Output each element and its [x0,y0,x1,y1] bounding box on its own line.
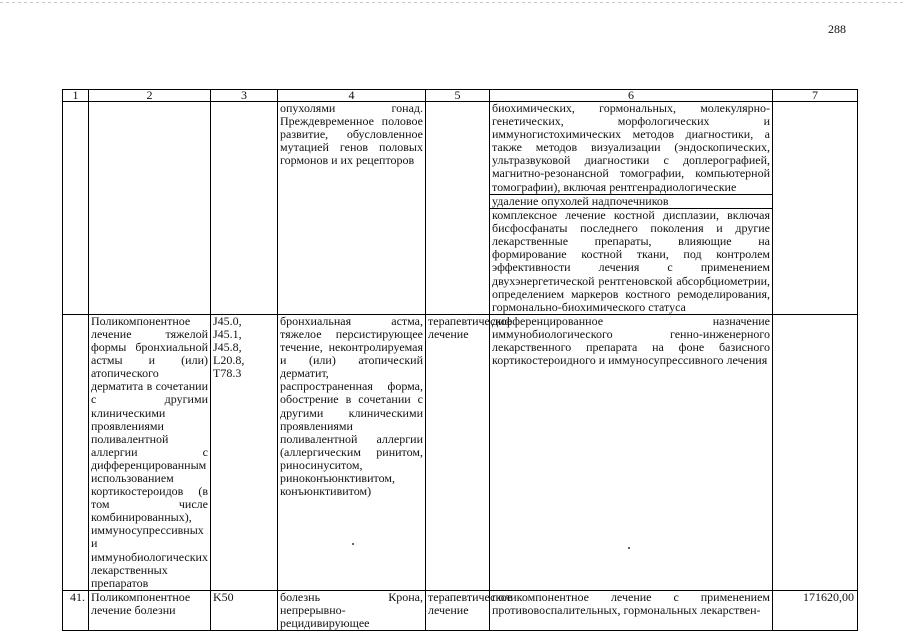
column-number-2: 2 [89,90,211,102]
column-number-5: 5 [426,90,490,102]
asthma-row [63,314,858,590]
continuation-col2-cell [89,102,211,315]
scan-speck [628,547,630,549]
column-number-row [63,90,858,102]
row-41-number: 41. [63,590,89,630]
column-number-1: 1 [63,90,89,102]
row-41-price: 171620,00 [773,590,858,630]
continuation-methods-cell [490,102,773,315]
continuation-row [63,102,858,315]
icd-code: J45.0, [213,313,242,328]
row-41-icd-code: K50 [211,590,278,630]
icd-code: J45.8, [213,340,242,355]
continuation-price-cell [773,102,858,315]
column-number-6: 6 [490,90,773,102]
continuation-num-cell [63,102,89,315]
asthma-treatment-method: дифференцированное назначение иммунобиологического генно-инженерного лекарственного препарата на фоне базисного кортикостероидного и иммуносупрессивного лечения [490,314,773,590]
continuation-diagnosis-cell: опухолями гонад. Преждевременное половое развитие, обусловленное мутацией генов половых гормонов и их рецепторов [278,102,426,315]
asthma-icd-codes [211,314,278,590]
row-41 [63,590,858,630]
asthma-num-cell [63,314,89,590]
methods-block-bone-dysplasia: комплексное лечение костной дисплазии, включая бисфосфанаты последнего поколения и другие лекарственные препараты, влияющие на формирование костной ткани, под контролем эффективности лечения с применением двухэнергетической рентгеновской абсорбциометрии, определением маркеров костного ремоделирования, гормонально-биохимического статуса [492,208,770,314]
asthma-diagnosis: бронхиальная астма, тяжелое персистирующее течение, неконтролируемая и (или) атопический дерматит, распространенная форма, обострение в сочетании с другими клиническими проявлениями поливалентной аллергии (аллергическим ринитом, риносинуситом, риноконъюнктивитом, конъюнктивитом) [278,314,426,590]
column-number-7: 7 [773,90,858,102]
row-41-treatment-method: поликомпонентное лечение с применением противовоспалительных, гормональных лекарствен- [490,590,773,630]
icd-code: T78.3 [213,366,242,381]
methods-block-adrenal: удаление опухолей надпочечников [490,194,772,208]
asthma-treatment-type: терапевтическое лечение [426,314,490,590]
row-41-diagnosis: болезнь Крона, непрерывно-рецидивирующее [278,590,426,630]
continuation-col3-cell [211,102,278,315]
continuation-col5-cell [426,102,490,315]
column-number-3: 3 [211,90,278,102]
row-41-treatment-type: терапевтическое лечение [426,590,490,630]
page-number: 288 [828,22,846,36]
icd-code: J45.1, [213,326,242,341]
scan-top-edge [0,2,905,3]
scan-speck [352,543,354,545]
asthma-treatment-name: Поликомпонентное лечение тяжелой формы бронхиальной астмы и (или) атопического дерматита в сочетании с другими клиническими проявлениями поливалентной аллергии с дифференцированным использованием кортикостероидов (в том числе комбинированных), иммуносупрессивных и иммунобиологических лекарственных препаратов [89,314,211,590]
medical-services-table [62,89,858,631]
methods-block-diagnostics: биохимических, гормональных, молекулярно-генетических, морфологических и иммуногистохимических методов диагностики, а также методов визуализации (эндоскопических, ультразвуковой диагностики с доплерографией, магнитно-резонансной томографии, компьютерной томографии), включая рентгенрадиологические [492,101,770,194]
row-41-treatment-name: Поликомпонентное лечение болезни [89,590,211,630]
column-number-4: 4 [278,90,426,102]
icd-code: L20.8, [213,353,245,368]
asthma-price-cell [773,314,858,590]
